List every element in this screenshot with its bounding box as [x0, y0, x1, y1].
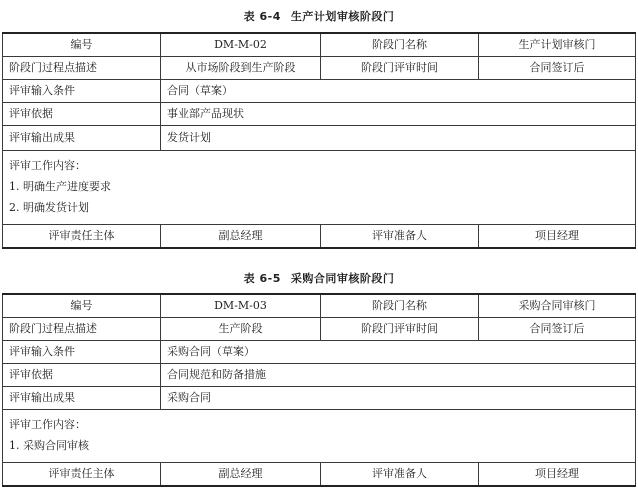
id-label: 编号 [3, 33, 161, 57]
work-item: 1. 采购合同审核 [9, 439, 89, 452]
table-row [3, 387, 636, 410]
process-point-value: 从市场阶段到生产阶段 [161, 57, 321, 80]
id-value: DM-M-02 [161, 33, 321, 57]
work-content-cell [3, 151, 636, 225]
table-title: 生产计划审核阶段门 [290, 10, 395, 23]
table-row [3, 225, 636, 249]
table-row [3, 364, 636, 387]
table-row [3, 410, 636, 463]
gate-name-value: 生产计划审核门 [479, 33, 636, 57]
table-row [3, 341, 636, 364]
process-point-label: 阶段门过程点描述 [3, 57, 161, 80]
preparer-label: 评审准备人 [321, 225, 479, 249]
output-value: 发货计划 [161, 126, 636, 151]
id-label: 编号 [3, 294, 161, 318]
output-value: 采购合同 [161, 387, 636, 410]
review-time-value: 合同签订后 [479, 318, 636, 341]
table-row [3, 294, 636, 318]
basis-label: 评审依据 [3, 103, 161, 126]
table-row [3, 318, 636, 341]
table-row [3, 151, 636, 225]
review-time-value: 合同签订后 [479, 57, 636, 80]
basis-value: 合同规范和防备措施 [161, 364, 636, 387]
table-row [3, 57, 636, 80]
responsible-label: 评审责任主体 [3, 225, 161, 249]
responsible-value: 副总经理 [161, 463, 321, 487]
gate-name-label: 阶段门名称 [321, 33, 479, 57]
input-value: 合同（草案） [161, 80, 636, 103]
process-point-label: 阶段门过程点描述 [3, 318, 161, 341]
stage-gate-table [2, 293, 636, 487]
review-time-label: 阶段门评审时间 [321, 57, 479, 80]
responsible-value: 副总经理 [161, 225, 321, 249]
gate-name-value: 采购合同审核门 [479, 294, 636, 318]
work-item: 1. 明确生产进度要求 [9, 180, 111, 193]
process-point-value: 生产阶段 [161, 318, 321, 341]
table-number: 表 6-4 [243, 10, 281, 23]
table-number: 表 6-5 [243, 272, 281, 285]
review-time-label: 阶段门评审时间 [321, 318, 479, 341]
work-content-cell [3, 410, 636, 463]
table-row [3, 126, 636, 151]
table-row [3, 463, 636, 487]
table-title: 采购合同审核阶段门 [290, 272, 395, 285]
table-caption [0, 8, 638, 24]
output-label: 评审输出成果 [3, 126, 161, 151]
preparer-value: 项目经理 [479, 225, 636, 249]
work-content-title: 评审工作内容： [9, 418, 86, 431]
basis-label: 评审依据 [3, 364, 161, 387]
table-row [3, 80, 636, 103]
responsible-label: 评审责任主体 [3, 463, 161, 487]
table-caption [0, 270, 638, 286]
preparer-label: 评审准备人 [321, 463, 479, 487]
input-label: 评审输入条件 [3, 341, 161, 364]
table-row [3, 103, 636, 126]
preparer-value: 项目经理 [479, 463, 636, 487]
work-item: 2. 明确发货计划 [9, 201, 89, 214]
gate-name-label: 阶段门名称 [321, 294, 479, 318]
input-label: 评审输入条件 [3, 80, 161, 103]
output-label: 评审输出成果 [3, 387, 161, 410]
input-value: 采购合同（草案） [161, 341, 636, 364]
table-row [3, 33, 636, 57]
id-value: DM-M-03 [161, 294, 321, 318]
stage-gate-table [2, 32, 636, 249]
work-content-title: 评审工作内容： [9, 159, 86, 172]
basis-value: 事业部产品现状 [161, 103, 636, 126]
